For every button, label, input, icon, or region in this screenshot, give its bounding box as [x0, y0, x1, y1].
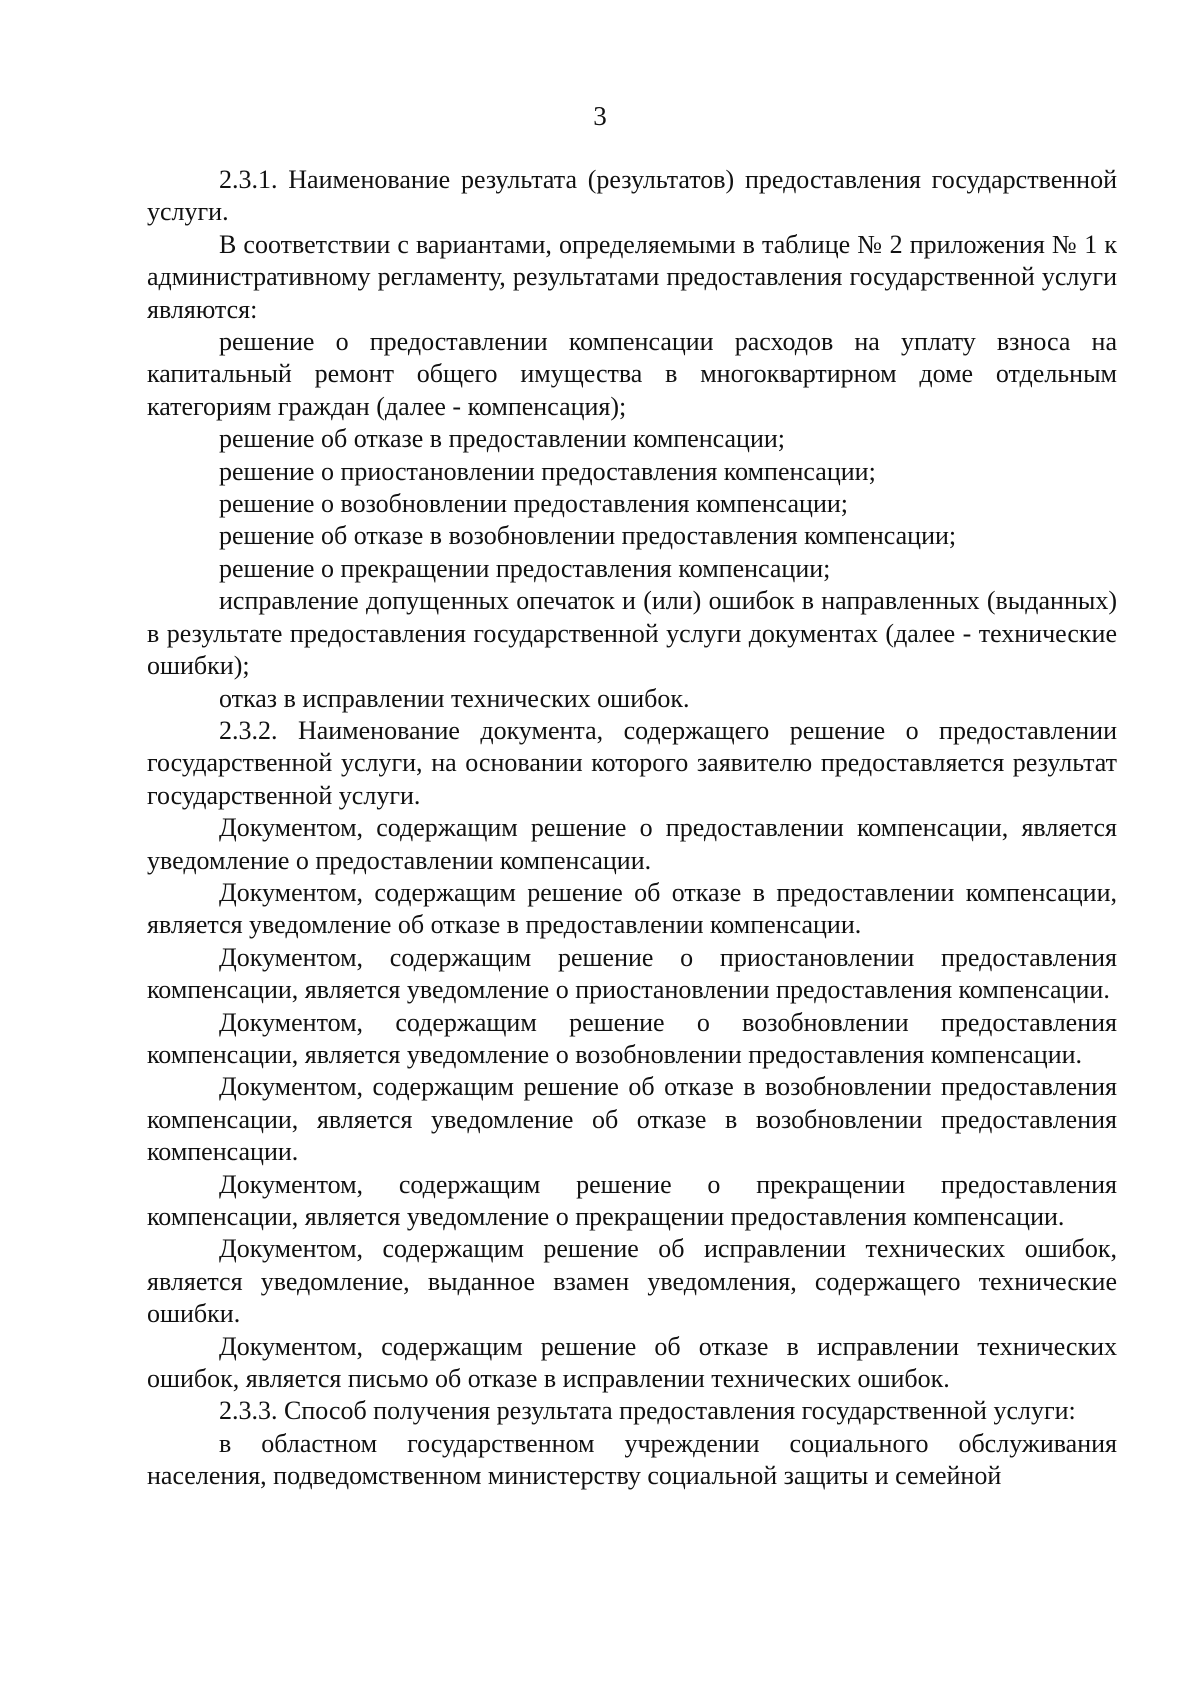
paragraph-2-3-3-heading: 2.3.3. Способ получения результата предоставления государственной услуги:: [219, 1396, 1076, 1426]
paragraph-doc-termination: Документом, содержащим решение о прекращении предоставления компенсации, является уведомление о прекращении предоставления компенсации.: [147, 1169, 1117, 1231]
paragraph-2-3-2-heading: 2.3.2. Наименование документа, содержащего решение о предоставлении государственной услуги, на основании которого заявителю предоставляется результат государственной услуги.: [147, 715, 1117, 810]
paragraph-result-error-correction-refusal: отказ в исправлении технических ошибок.: [219, 683, 690, 713]
paragraph-doc-error-correction: Документом, содержащим решение об исправлении технических ошибок, является уведомление, выданное взамен уведомления, содержащего технические ошибки.: [147, 1234, 1117, 1329]
paragraph-results-intro: В соответствии с вариантами, определяемыми в таблице № 2 приложения № 1 к административному регламенту, результатами предоставления государственной услуги являются:: [147, 229, 1117, 324]
paragraph-result-termination: решение о прекращении предоставления компенсации;: [219, 553, 831, 583]
paragraph-doc-compensation-granted: Документом, содержащим решение о предоставлении компенсации, является уведомление о предоставлении компенсации.: [147, 813, 1117, 875]
paragraph-receipt-method: в областном государственном учреждении социального обслуживания населения, подведомственном министерству социальной защиты и семейной: [147, 1428, 1117, 1491]
paragraph-result-refusal: решение об отказе в предоставлении компенсации;: [219, 424, 786, 454]
paragraph-2-3-1-heading: 2.3.1. Наименование результата (результатов) предоставления государственной услуги.: [147, 165, 1117, 227]
paragraph-result-compensation-granted: решение о предоставлении компенсации расходов на уплату взноса на капитальный ремонт общего имущества в многоквартирном доме отдельным категориям граждан (далее - компенсация);: [147, 327, 1117, 421]
paragraph-result-resumption: решение о возобновлении предоставления компенсации;: [219, 489, 849, 519]
paragraph-result-resumption-refusal: решение об отказе в возобновлении предоставления компенсации;: [219, 521, 957, 551]
page-number: 3: [593, 101, 607, 131]
paragraph-doc-error-correction-refusal: Документом, содержащим решение об отказе в исправлении технических ошибок, является письмо об отказе в исправлении технических ошибок.: [147, 1331, 1117, 1394]
paragraph-result-error-correction: исправление допущенных опечаток и (или) ошибок в направленных (выданных) в результате предоставления государственной услуги документах (далее - технические ошибки);: [147, 586, 1117, 681]
paragraph-doc-suspension: Документом, содержащим решение о приостановлении предоставления компенсации, является уведомление о приостановлении предоставления компенсации.: [147, 942, 1117, 1005]
paragraph-doc-resumption-refusal: Документом, содержащим решение об отказе в возобновлении предоставления компенсации, является уведомление об отказе в возобновлении предоставления компенсации.: [147, 1072, 1117, 1167]
paragraph-result-suspension: решение о приостановлении предоставления компенсации;: [219, 456, 876, 486]
paragraph-doc-resumption: Документом, содержащим решение о возобновлении предоставления компенсации, является уведомление о возобновлении предоставления компенсации.: [147, 1007, 1117, 1069]
document-body: [147, 164, 1117, 1493]
paragraph-doc-refusal: Документом, содержащим решение об отказе в предоставлении компенсации, является уведомление об отказе в предоставлении компенсации.: [147, 877, 1117, 940]
